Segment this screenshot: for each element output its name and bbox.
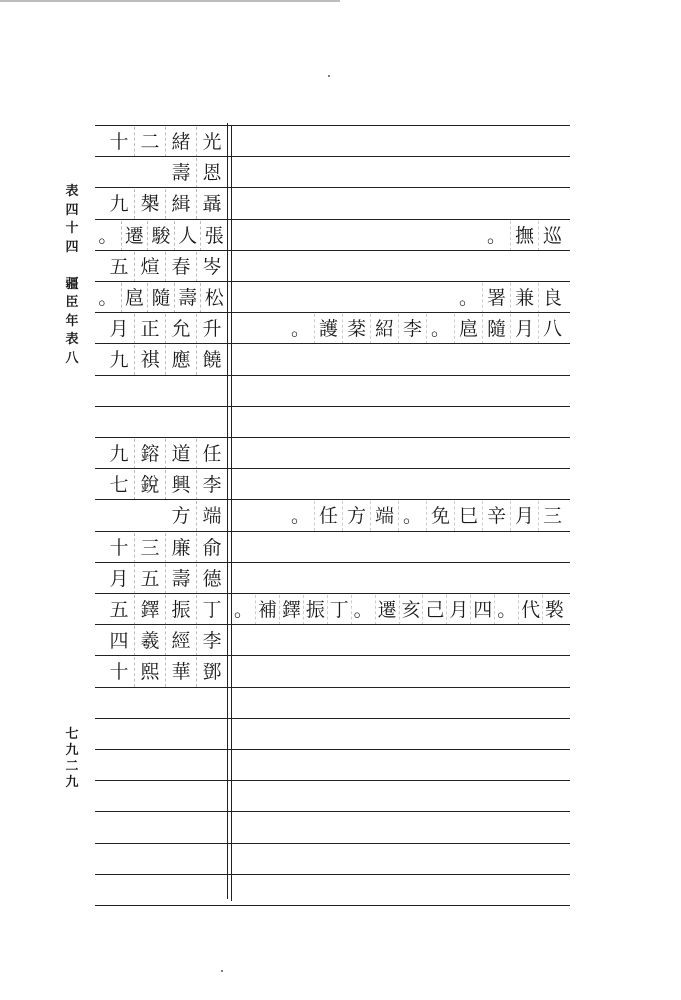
- official-name-cell-char: 應: [165, 345, 196, 375]
- official-name-cell: [95, 533, 227, 563]
- glyph: 年: [65, 313, 79, 329]
- official-name-cell: [95, 470, 227, 500]
- official-name-cell-char: 華: [165, 657, 196, 687]
- official-name-cell-char: 興: [165, 470, 196, 500]
- official-name-cell-char: 鄧: [196, 657, 227, 687]
- official-name-cell-char: 鐸: [134, 595, 165, 625]
- row-divider: [95, 874, 570, 875]
- glyph: 九: [65, 743, 79, 758]
- official-name-cell-char: 月: [109, 318, 129, 341]
- official-name-cell: [95, 626, 227, 656]
- official-name-cell-char: 羲: [134, 626, 165, 656]
- remark-cell-char: 。: [398, 501, 426, 531]
- row-divider: [95, 156, 570, 157]
- official-name-cell-char: 張: [200, 221, 227, 251]
- official-name-cell-char: 熙: [134, 657, 165, 687]
- remark-cell-char: 。: [486, 224, 506, 247]
- remark-cell-char: 兼: [510, 283, 538, 313]
- row-divider: [95, 718, 570, 719]
- row-divider: [95, 468, 570, 469]
- remark-cell-char: 端: [370, 501, 398, 531]
- official-name-cell-char: 槼: [134, 189, 165, 219]
- official-name-cell: [95, 221, 227, 251]
- remark-cell-char: 李: [398, 314, 426, 344]
- row-divider: [95, 250, 570, 251]
- row-divider: [95, 375, 570, 376]
- official-name-cell-char: 煊: [134, 252, 165, 282]
- remark-cell-char: 。: [494, 595, 518, 625]
- official-name-cell-char: 遷: [121, 221, 148, 251]
- remark-cell-char: 亥: [399, 595, 423, 625]
- official-name-cell-char: 扈: [121, 283, 148, 313]
- remark-cell-char: 巡: [538, 221, 566, 251]
- page-number: [63, 727, 81, 791]
- remark-cell-char: 隨: [482, 314, 510, 344]
- official-name-cell-char: 人: [174, 221, 201, 251]
- glyph: 七: [65, 727, 79, 742]
- remark-cell: [232, 283, 566, 313]
- remark-cell-char: 月: [510, 501, 538, 531]
- remark-cell-char: 四: [470, 595, 494, 625]
- official-name-cell-char: 恩: [196, 158, 227, 188]
- glyph: 四: [65, 202, 79, 218]
- row-divider: [95, 125, 570, 126]
- row-divider: [95, 437, 570, 438]
- glyph: 二: [65, 759, 79, 774]
- official-name-cell: [95, 501, 227, 531]
- official-name-cell: [95, 564, 227, 594]
- official-name-cell-char: 春: [165, 252, 196, 282]
- official-name-cell-char: 經: [165, 626, 196, 656]
- official-name-cell-char: 月: [109, 567, 129, 590]
- glyph: 八: [65, 350, 79, 366]
- remark-cell-char: 遷: [375, 595, 399, 625]
- remark-cell-char: 棻: [342, 314, 370, 344]
- row-divider: [95, 811, 570, 812]
- remark-cell-char: 補: [255, 595, 279, 625]
- remark-cell-char: 月: [446, 595, 470, 625]
- official-name-cell-char: 李: [196, 470, 227, 500]
- official-name-cell-char: 正: [134, 314, 165, 344]
- official-name-cell-char: 壽: [174, 283, 201, 313]
- official-name-cell-char: 緝: [165, 189, 196, 219]
- remark-cell-char: 撫: [510, 221, 538, 251]
- official-name-cell-char: 銳: [134, 470, 165, 500]
- official-name-cell-char: 壽: [165, 564, 196, 594]
- remark-cell-char: 方: [342, 501, 370, 531]
- column-divider: [227, 123, 228, 899]
- row-divider: [95, 593, 570, 594]
- remark-cell-char: 代: [518, 595, 542, 625]
- row-divider: [95, 406, 570, 407]
- row-divider: [95, 343, 570, 344]
- official-name-cell-char: 七: [109, 474, 129, 497]
- glyph: 表: [65, 332, 79, 347]
- remark-cell-char: 八: [538, 314, 566, 344]
- official-name-cell-char: 廉: [165, 533, 196, 563]
- remark-cell-char: 三: [538, 501, 566, 531]
- official-name-cell: [95, 252, 227, 282]
- remark-cell-char: 褧: [542, 595, 566, 625]
- row-divider: [95, 187, 570, 188]
- row-divider: [95, 749, 570, 750]
- official-name-cell-char: 允: [165, 314, 196, 344]
- official-name-cell-char: 九: [109, 349, 129, 372]
- remark-cell-char: 護: [314, 314, 342, 344]
- row-divider: [95, 281, 570, 282]
- remark-cell: [232, 221, 566, 251]
- official-name-cell-char: 鎔: [134, 439, 165, 469]
- top-edge-line: [0, 0, 340, 2]
- glyph: 四: [65, 239, 79, 255]
- remark-cell-char: 任: [314, 501, 342, 531]
- remark-cell-char: 巳: [454, 501, 482, 531]
- glyph: 表: [65, 184, 79, 199]
- official-name-cell-char: 十: [109, 131, 129, 153]
- remark-cell-char: 。: [290, 505, 310, 528]
- paper-speck: [221, 970, 223, 972]
- official-name-cell-char: 緒: [165, 127, 196, 157]
- official-name-cell: [95, 657, 227, 687]
- official-name-cell-char: 三: [134, 533, 165, 563]
- official-name-cell-char: 五: [109, 599, 129, 621]
- remark-cell-char: 。: [290, 318, 310, 341]
- official-name-cell-char: 聶: [196, 189, 227, 219]
- official-name-cell: [95, 595, 227, 625]
- row-divider: [95, 624, 570, 625]
- row-divider: [95, 219, 570, 220]
- remark-cell-char: 署: [482, 283, 510, 313]
- official-name-cell-char: 駿: [147, 221, 174, 251]
- official-name-cell-char: 丁: [196, 595, 227, 625]
- official-name-cell-char: 十: [109, 661, 129, 684]
- remark-cell-char: 。: [234, 599, 254, 621]
- official-name-cell: [95, 283, 227, 313]
- gap: [63, 257, 81, 276]
- official-name-cell-char: 道: [165, 439, 196, 469]
- remark-cell: [232, 314, 566, 344]
- official-name-cell-char: 九: [109, 443, 129, 465]
- row-divider: [95, 905, 570, 906]
- official-name-cell-char: 隨: [147, 283, 174, 313]
- official-name-cell-char: 饒: [196, 345, 227, 375]
- remark-cell-char: 免: [426, 501, 454, 531]
- official-name-cell-char: 五: [134, 564, 165, 594]
- official-name-cell-char: 岑: [196, 252, 227, 282]
- glyph: 臣: [65, 295, 79, 310]
- remark-cell-char: 辛: [482, 501, 510, 531]
- official-name-cell: [95, 345, 227, 375]
- official-name-cell-char: 十: [109, 536, 129, 559]
- official-name-cell-char: 二: [134, 127, 165, 157]
- paper-speck: [328, 75, 330, 77]
- glyph: 疆: [65, 276, 79, 292]
- remark-cell-char: 鐸: [279, 595, 303, 625]
- official-name-cell-char: 九: [109, 193, 129, 216]
- official-name-cell: [95, 127, 227, 157]
- row-divider: [95, 531, 570, 532]
- official-name-cell-char: 松: [200, 283, 227, 313]
- remark-cell: [232, 501, 566, 531]
- side-title: [63, 183, 81, 368]
- official-name-cell: [95, 158, 227, 188]
- official-name-cell-char: 壽: [171, 162, 191, 185]
- official-name-cell-char: 方: [171, 505, 191, 528]
- official-name-cell-char: 振: [165, 595, 196, 625]
- row-divider: [95, 843, 570, 844]
- row-divider: [95, 687, 570, 688]
- row-divider: [95, 655, 570, 656]
- row-divider: [95, 499, 570, 500]
- remark-cell-char: 月: [510, 314, 538, 344]
- remark-cell-char: 良: [538, 283, 566, 313]
- official-name-cell-char: 李: [196, 626, 227, 656]
- remark-cell-char: 丁: [327, 595, 351, 625]
- glyph: 九: [65, 775, 79, 790]
- remark-cell-char: 。: [426, 314, 454, 344]
- row-divider: [95, 562, 570, 563]
- official-name-cell: [95, 189, 227, 219]
- official-name-cell-char: 俞: [196, 533, 227, 563]
- official-name-cell-char: 光: [196, 127, 227, 157]
- remark-cell-char: 己: [422, 595, 446, 625]
- official-name-cell-char: 祺: [134, 345, 165, 375]
- official-name-cell: [95, 439, 227, 469]
- official-name-cell-char: 。: [98, 287, 118, 309]
- official-name-cell-char: 升: [196, 314, 227, 344]
- remark-cell-char: 扈: [454, 314, 482, 344]
- remark-cell: [232, 595, 566, 625]
- glyph: 十: [65, 221, 79, 236]
- official-name-cell-char: 四: [109, 630, 129, 653]
- remark-cell-char: 紹: [370, 314, 398, 344]
- remark-cell-char: 。: [458, 287, 478, 309]
- row-divider: [95, 312, 570, 313]
- official-name-cell-char: 任: [196, 439, 227, 469]
- official-name-cell: [95, 314, 227, 344]
- row-divider: [95, 780, 570, 781]
- official-name-cell-char: 。: [98, 224, 118, 247]
- official-name-cell-char: 端: [196, 501, 227, 531]
- official-name-cell-char: 德: [196, 564, 227, 594]
- remark-cell-char: 振: [303, 595, 327, 625]
- official-name-cell-char: 五: [109, 255, 129, 278]
- remark-cell-char: 。: [351, 595, 375, 625]
